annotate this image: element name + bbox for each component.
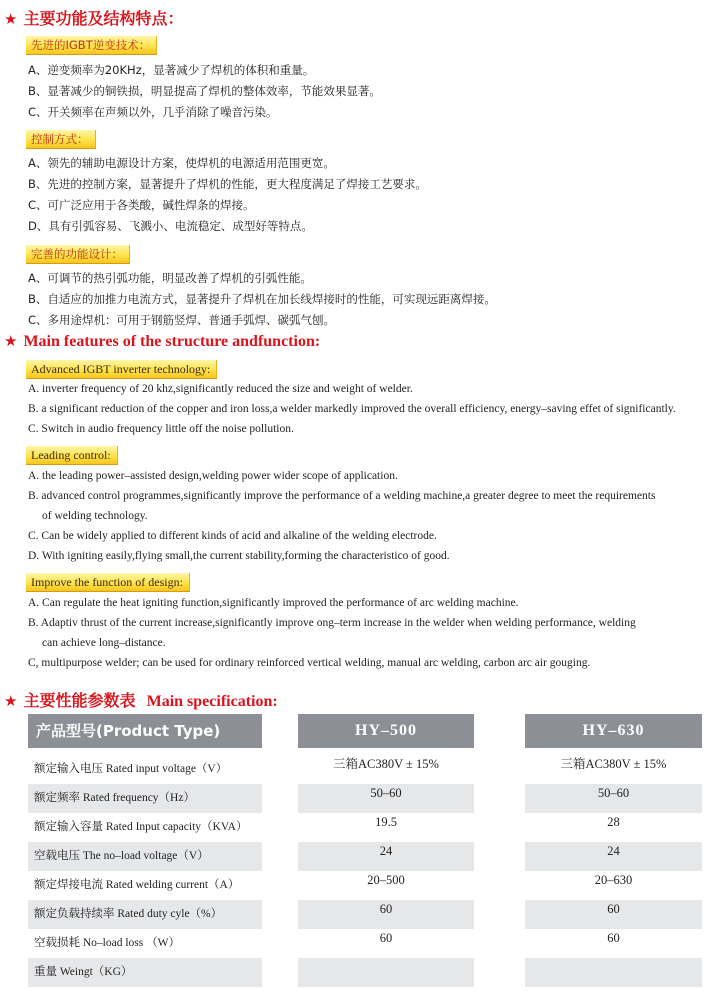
list-item: B、显著减少的铜铁损，明显提高了焊机的整体效率，节能效果显著。 <box>28 84 381 98</box>
list-item: C、可广泛应用于各类酸，碱性焊条的焊接。 <box>28 198 255 212</box>
hy630-value: 三箱AC380V ± 15% <box>560 757 667 771</box>
list-item: A、逆变频率为20KHz，显著减少了焊机的体积和重量。 <box>28 63 315 77</box>
spec-label: 额定焊接电流 Rated welding current（A） <box>34 879 240 891</box>
model-header-hy630: HY–630 <box>525 714 702 748</box>
spec-label: 重量 Weingt（KG） <box>34 966 133 978</box>
list-item: A. the leading power–assisted design,welding power wider scope of application. <box>28 470 398 482</box>
list-item: C. Switch in audio frequency little off the noise pollution. <box>28 423 294 435</box>
list-item: can achieve long–distance. <box>42 637 166 649</box>
list-item: A、领先的辅助电源设计方案，使焊机的电源适用范围更宽。 <box>28 156 335 170</box>
en-group-tag-igbt: Advanced IGBT inverter technology: <box>26 360 217 379</box>
list-item: B. Adaptiv thrust of the current increase,significantly improve ong–term increase in the welder when welding performance, welding <box>28 617 636 629</box>
list-item: A. inverter frequency of 20 khz,significantly reduced the size and weight of welder. <box>28 383 413 395</box>
table-row <box>28 958 702 987</box>
spec-label: 额定输入电压 Rated input voltage（V） <box>34 763 228 775</box>
hy630-value: 24 <box>607 844 620 858</box>
list-item: C、多用途焊机：可用于钢筋竖焊、普通手弧焊、碳弧气刨。 <box>28 313 336 327</box>
star-icon: ★ <box>4 332 18 350</box>
list-item: B. a significant reduction of the copper and iron loss,a welder markedly improved the overall efficiency, energy–saving effet of significantly. <box>28 403 676 415</box>
hy500-value: 50–60 <box>370 786 402 800</box>
en-group-tag-design: Improve the function of design: <box>26 573 190 592</box>
spec-label: 额定输入容量 Rated Input capacity（KVA） <box>34 821 248 833</box>
list-item: B. advanced control programmes,significantly improve the performance of a welding machine,a greater degree to meet the requirements <box>28 490 656 502</box>
spec-table-header <box>28 714 702 748</box>
star-icon: ★ <box>4 10 18 28</box>
spec-label: 额定频率 Rated frequency（Hz） <box>34 792 195 804</box>
list-item: A、可调节的热引弧功能，明显改善了焊机的引弧性能。 <box>28 271 312 285</box>
list-item: A. Can regulate the heat igniting function,significantly improved the performance of arc welding machine. <box>28 597 519 609</box>
hy500-value <box>298 953 474 982</box>
spec-label: 空载电压 The no–load voltage（V） <box>34 850 209 862</box>
list-item: of welding technology. <box>42 510 148 522</box>
list-item: B、先进的控制方案，显著提升了焊机的性能，更大程度满足了焊接工艺要求。 <box>28 177 427 191</box>
hy500-value: 19.5 <box>375 815 397 829</box>
hy630-value: 50–60 <box>597 786 630 800</box>
en-section-title: ★ Main features of the structure andfunction: <box>4 332 321 350</box>
list-item: B、自适应的加推力电流方式，显著提升了焊机在加长线焊接时的性能，可实现远距离焊接。 <box>28 292 496 306</box>
spec-label: 额定负载持续率 Rated duty cyle（%） <box>34 908 223 920</box>
list-item: D、具有引弧容易、飞溅小、电流稳定、成型好等特点。 <box>28 219 313 233</box>
cn-group-tag-igbt: 先进的IGBT逆变技术： <box>26 36 157 55</box>
list-item: C、开关频率在声频以外，几乎消除了噪音污染。 <box>28 105 278 119</box>
hy500-value: 24 <box>379 844 393 858</box>
hy630-value: 60 <box>607 902 620 916</box>
list-item: D. With igniting easily,flying small,the current stability,forming the characteristico of good. <box>28 550 450 562</box>
hy630-value: 60 <box>607 931 620 945</box>
star-icon: ★ <box>4 692 18 710</box>
hy630-value <box>525 953 702 982</box>
cn-group-tag-control: 控制方式： <box>26 130 96 149</box>
spec-label: 空载损耗 No–load loss （W） <box>34 937 180 949</box>
hy500-value: 60 <box>379 931 393 945</box>
list-item: C, multipurpose welder; can be used for ordinary reinforced vertical welding, manual arc welding, carbon arc air gouging. <box>28 657 591 669</box>
product-type-header: 产品型号(Product Type) <box>28 714 262 748</box>
spec-section-title: ★ 主要性能参数表 Main specification: <box>4 691 278 710</box>
cn-group-tag-design: 完善的功能设计： <box>26 245 130 264</box>
hy630-value: 28 <box>607 815 620 829</box>
hy500-value: 三箱AC380V ± 15% <box>333 757 439 771</box>
hy500-value: 60 <box>379 902 393 916</box>
list-item: C. Can be widely applied to different kinds of acid and alkaline of the welding electrode. <box>28 530 437 542</box>
model-header-hy500: HY–500 <box>298 714 474 748</box>
hy500-value: 20–500 <box>367 873 405 887</box>
en-group-tag-control: Leading control: <box>26 446 118 465</box>
cn-section-title: ★ 主要功能及结构特点： <box>4 9 184 28</box>
hy630-value: 20–630 <box>594 873 633 887</box>
